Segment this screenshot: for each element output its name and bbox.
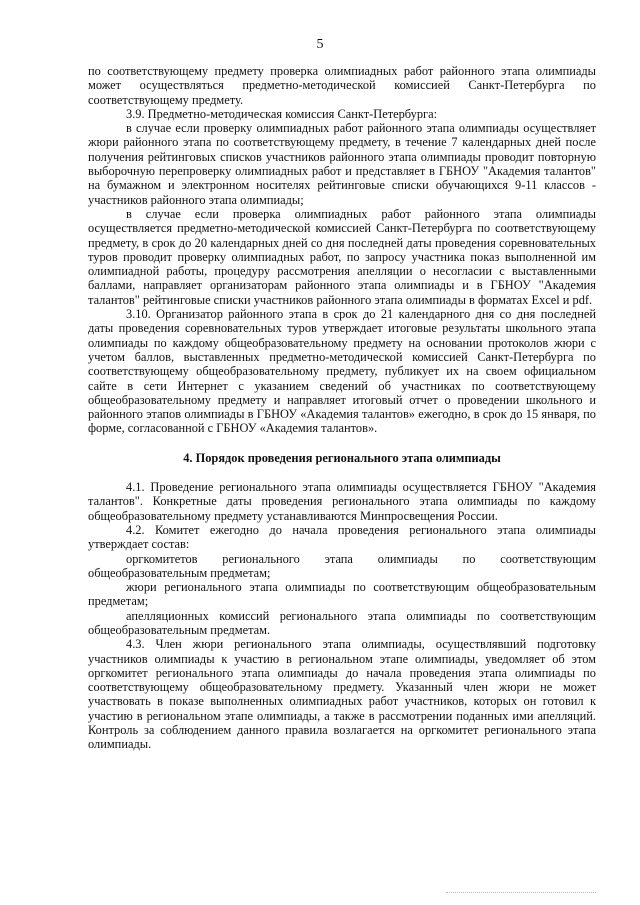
paragraph-continuation: по соответствующему предмету проверка олимпиадных работ районного этапа олимпиады может осуществляться предметно-методической комиссией Санкт-Петербурга по соответствующему предмету. bbox=[88, 64, 596, 107]
paragraph-4-2-item-2: жюри регионального этапа олимпиады по соответствующим общеобразовательным предметам; bbox=[88, 580, 596, 609]
paragraph-3-9-item-2: в случае если проверка олимпиадных работ районного этапа олимпиады осуществляется предметно-методической комиссией Санкт-Петербурга по соответствующему предмету, в срок до 20 календарных дней со дня последней даты проведения соревновательных туров проводит проверку олимпиадных работ, по запросу участника показ выполненной им олимпиадной работы, процедуру рассмотрения апелляции о несогласии с выставленными баллами, направляет организаторам районного этапа олимпиады и в ГБНОУ "Академия талантов" рейтинговые списки участников районного этапа олимпиады в форматах Excel и pdf. bbox=[88, 206, 596, 307]
paragraph-4-2-item-1: оргкомитетов регионального этапа олимпиады по соответствующим общеобразовательным предметам; bbox=[88, 551, 596, 580]
paragraph-3-10: 3.10. Организатор районного этапа в срок до 21 календарного дня со дня последней даты проведения соревновательных туров утверждает итоговые результаты школьного этапа олимпиады по каждому общеобразовательному предмету на основании протоколов жюри с учетом баллов, выставленных предметно-методической комиссией Санкт-Петербурга по соответствующему общеобразовательному предмету, публикует их на своем официальном сайте в сети Интернет с указанием сведений об участниках по соответствующему общеобразовательному предмету и направляет итоговый отчет о проведении школьного и районного этапов олимпиады в ГБНОУ «Академия талантов» ежегодно, в срок до 15 января, по форме, согласованной с ГБНОУ «Академия талантов». bbox=[88, 307, 596, 436]
paragraph-4-2: 4.2. Комитет ежегодно до начала проведения регионального этапа олимпиады утверждает состав: bbox=[88, 522, 596, 552]
scan-artifact-divider bbox=[446, 892, 596, 896]
section-heading: 4. Порядок проведения регионального этапа олимпиады bbox=[183, 450, 501, 465]
document-body bbox=[88, 64, 596, 752]
paragraph-4-1: 4.1. Проведение регионального этапа олимпиады осуществляется ГБНОУ "Академия талантов". Конкретные даты проведения регионального этапа олимпиады по каждому общеобразовательному предмету устанавливаются Минпросвещения России. bbox=[88, 480, 596, 523]
paragraph-3-9: 3.9. Предметно-методическая комиссия Санкт-Петербурга: bbox=[126, 106, 438, 121]
page-number: 5 bbox=[316, 37, 324, 52]
paragraph-4-2-item-3: апелляционных комиссий регионального этапа олимпиады по соответствующим общеобразовательным предметам. bbox=[88, 608, 596, 637]
paragraph-3-9-item-1: в случае если проверку олимпиадных работ районного этапа олимпиады осуществляет жюри районного этапа по соответствующему предмету, в течение 7 календарных дней после получения рейтинговых списков участников районного этапа олимпиады проводит повторную выборочную перепроверку олимпиадных работ и представляет в ГБНОУ "Академия талантов" на бумажном и электронном носителях рейтинговые списки обучающихся 9-11 классов - участников районного этапа олимпиады; bbox=[88, 121, 596, 207]
paragraph-4-3: 4.3. Член жюри регионального этапа олимпиады, осуществлявший подготовку участников олимпиады к участию в региональном этапе олимпиады, уведомляет об этом оргкомитет регионального этапа олимпиады до начала проведения этапа олимпиады по соответствующему общеобразовательному предмету. Указанный член жюри не может участвовать в показе выполненных олимпиадных работ участников, которых он готовил к участию в региональном этапе олимпиады, а также в рассмотрении поданных ими апелляций. Контроль за соблюдением данного правила возлагается на оргкомитет регионального этапа олимпиады. bbox=[88, 637, 596, 752]
